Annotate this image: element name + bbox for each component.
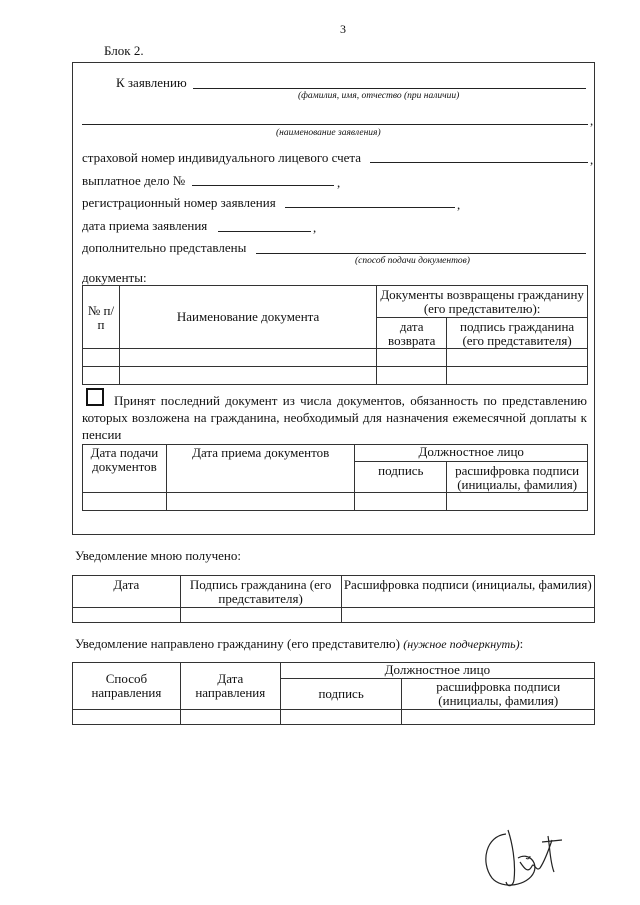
- notice-sent-hint: (нужное подчеркнуть): [403, 637, 520, 651]
- accepted-text: Принят последний документ из числа документов, обязанность по представлению которых возложена на гражданина, необходимый для назначения ежемесячной доплаты к пенсии: [82, 393, 587, 442]
- application-name-hint: (наименование заявления): [276, 128, 381, 138]
- comma: ,: [457, 197, 461, 212]
- col-document-name: Наименование документа: [119, 286, 376, 349]
- col-returned: Документы возвращены гражданину (его представителю):: [377, 286, 588, 318]
- comma: ,: [590, 152, 594, 167]
- col-return-date: дата возврата: [377, 318, 447, 349]
- application-name-line[interactable]: [82, 124, 588, 125]
- comma: ,: [313, 220, 317, 235]
- documents-label: документы:: [82, 270, 147, 285]
- notice-sent-table: [72, 662, 595, 725]
- payment-case-line[interactable]: [192, 185, 334, 186]
- method-hint: (способ подачи документов): [355, 256, 470, 266]
- extra-docs-label: дополнительно представлены: [82, 240, 247, 255]
- col-signature: подпись: [355, 462, 447, 493]
- fio-hint: (фамилия, имя, отчество (при наличии): [298, 91, 460, 101]
- col-accept-date: Дата приема документов: [166, 445, 354, 493]
- table-row[interactable]: [73, 608, 595, 623]
- col-date: Дата: [73, 576, 181, 608]
- col-method: Способ направления: [73, 663, 181, 710]
- registration-number-label: регистрационный номер заявления: [82, 195, 276, 210]
- acceptance-date-line[interactable]: [218, 231, 311, 232]
- documents-table: [82, 285, 588, 385]
- fio-line[interactable]: [193, 88, 586, 89]
- col-decoding: Расшифровка подписи (инициалы, фамилия): [341, 576, 594, 608]
- handwritten-signature-icon: [478, 822, 568, 894]
- col-citizen-signature: Подпись гражданина (его представителя): [180, 576, 341, 608]
- k-zayavleniyu-label: К заявлению: [116, 75, 187, 90]
- table-row[interactable]: [73, 710, 595, 725]
- comma: ,: [337, 175, 341, 190]
- extra-docs-line[interactable]: [256, 253, 586, 254]
- registration-number-line[interactable]: [285, 207, 455, 208]
- col-number: № п/п: [83, 286, 120, 349]
- payment-case-label: выплатное дело №: [82, 173, 186, 188]
- col-decoding: расшифровка подписи (инициалы, фамилия): [447, 462, 588, 493]
- table-row[interactable]: [83, 493, 588, 511]
- snils-line[interactable]: [370, 162, 588, 163]
- table-row[interactable]: [83, 349, 588, 367]
- snils-label: страховой номер индивидуального лицевого счета: [82, 150, 362, 165]
- comma: ,: [590, 113, 594, 128]
- col-submit-date: Дата подачи документов: [83, 445, 167, 493]
- notice-received-table: [72, 575, 595, 623]
- acceptance-table: [82, 444, 588, 511]
- col-signature: подпись: [280, 679, 402, 710]
- notice-received-label: Уведомление мною получено:: [75, 548, 241, 563]
- notice-sent-label: Уведомление направлено гражданину (его представителю) (нужное подчеркнуть):: [75, 636, 524, 651]
- block-title: Блок 2.: [104, 43, 144, 58]
- acceptance-date-label: дата приема заявления: [82, 218, 208, 233]
- col-official: Должностное лицо: [355, 445, 588, 462]
- col-decoding: расшифровка подписи (инициалы, фамилия): [402, 679, 595, 710]
- col-citizen-signature: подпись гражданина (его представителя): [447, 318, 588, 349]
- table-row[interactable]: [83, 367, 588, 385]
- page-number: 3: [340, 22, 346, 36]
- col-official: Должностное лицо: [280, 663, 594, 679]
- col-send-date: Дата направления: [180, 663, 280, 710]
